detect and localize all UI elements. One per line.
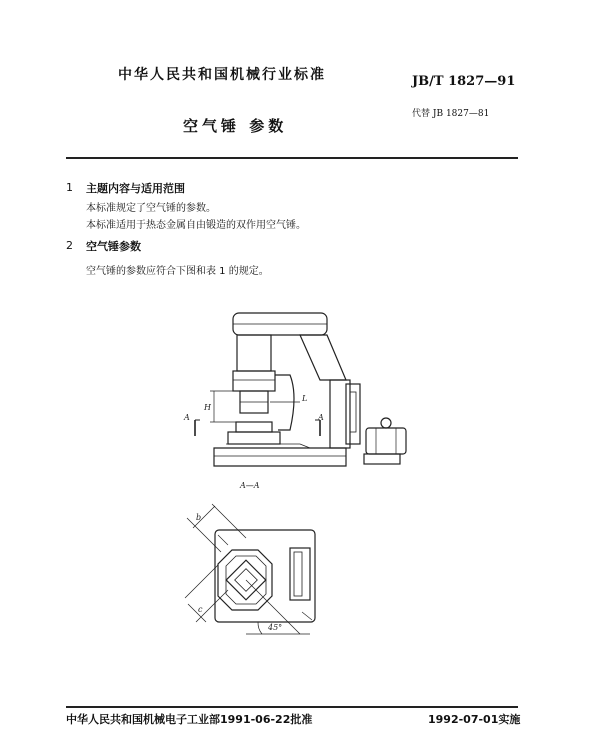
motor-base xyxy=(364,454,400,464)
section-2-number: 2 xyxy=(66,239,73,252)
throat xyxy=(275,375,294,430)
replaces-note: 代替 JB 1827—81 xyxy=(412,109,490,119)
guide-slot xyxy=(290,548,310,600)
motor-fan xyxy=(381,418,391,428)
section-marker-a-left: A xyxy=(184,413,190,422)
lower-die xyxy=(236,422,272,432)
dim-b-label: b xyxy=(196,513,202,522)
document-title: 空气锤 参数 xyxy=(183,117,288,135)
section-1-number: 1 xyxy=(66,181,73,194)
dim-h-label: H xyxy=(204,403,211,412)
standard-number: JB/T 1827—91 xyxy=(412,74,516,89)
dim-l-label: L xyxy=(302,394,308,403)
section-marker-a-right: A xyxy=(318,413,324,422)
section-2-heading: 空气锤参数 xyxy=(86,240,141,253)
valve-housing xyxy=(346,384,360,444)
approval-note: 中华人民共和国机械电子工业部1991-06-22批准 xyxy=(66,713,313,726)
cylinder xyxy=(237,335,271,371)
section-1-heading: 主题内容与适用范围 xyxy=(86,182,185,195)
section-1-para-2: 本标准适用于热态金属自由锻造的双作用空气锤。 xyxy=(86,220,306,231)
implementation-date: 1992-07-01实施 xyxy=(428,713,521,726)
angle-label: 45° xyxy=(268,623,283,632)
section-2-para-1: 空气锤的参数应符合下图和表 1 的规定。 xyxy=(86,266,269,277)
body-side xyxy=(330,380,350,448)
standard-header-title: 中华人民共和国机械行业标准 xyxy=(118,67,326,83)
motor xyxy=(366,428,406,454)
ram-guide xyxy=(233,371,275,391)
section-caption: A—A xyxy=(240,481,260,490)
base xyxy=(214,448,346,466)
anvil-block xyxy=(228,432,280,444)
frame-column xyxy=(300,335,346,380)
dim-c-label: c xyxy=(198,605,203,614)
section-1-para-1: 本标准规定了空气锤的参数。 xyxy=(86,203,216,214)
footer-rule xyxy=(66,706,518,708)
